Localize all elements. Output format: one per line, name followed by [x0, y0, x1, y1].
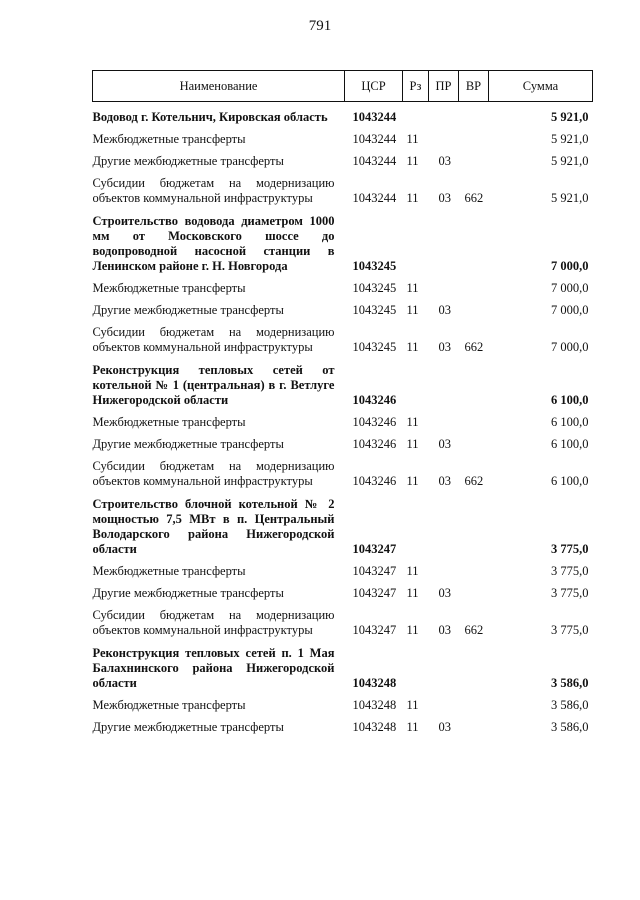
header-vr: ВР — [459, 71, 489, 102]
row-name-cell: Субсидии бюджетам на модернизацию объектов коммунальной инфраструктуры — [92, 459, 335, 488]
row-pr-cell: 03 — [438, 474, 451, 488]
group-name-cell: Реконструкция тепловых сетей п. 1 Мая Балахнинского района Нижегородской области — [92, 646, 335, 690]
row-rz-cell: 11 — [406, 437, 419, 451]
row-pr-cell — [429, 125, 459, 147]
row-rz-cell: 11 — [406, 154, 419, 168]
row-name-cell: Другие межбюджетные трансферты — [92, 437, 284, 451]
row-pr-cell: 03 — [438, 191, 451, 205]
header-rz: Рз — [403, 71, 429, 102]
group-pr-cell — [429, 355, 459, 408]
group-csr-cell: 1043244 — [352, 110, 397, 124]
table-row — [93, 318, 593, 355]
row-rz-cell: 11 — [406, 698, 419, 712]
table-row — [93, 430, 593, 452]
table-group-row — [93, 638, 593, 691]
row-name-cell: Субсидии бюджетам на модернизацию объектов коммунальной инфраструктуры — [92, 325, 335, 354]
row-pr-cell: 03 — [438, 340, 451, 354]
row-rz-cell: 11 — [406, 281, 419, 295]
header-name: Наименование — [93, 71, 345, 102]
row-rz-cell: 11 — [406, 564, 419, 578]
row-csr-cell: 1043244 — [352, 191, 397, 205]
row-csr-cell: 1043245 — [352, 281, 397, 295]
row-sum-cell: 6 100,0 — [551, 437, 589, 451]
table-row — [93, 579, 593, 601]
table-row — [93, 601, 593, 638]
row-csr-cell: 1043247 — [352, 564, 397, 578]
header-pr: ПР — [429, 71, 459, 102]
row-pr-cell — [429, 408, 459, 430]
row-vr-cell — [459, 430, 489, 452]
group-rz-cell — [403, 355, 429, 408]
row-sum-cell: 6 100,0 — [551, 474, 589, 488]
row-pr-cell: 03 — [438, 586, 451, 600]
row-sum-cell: 3 586,0 — [551, 720, 589, 734]
group-rz-cell — [403, 638, 429, 691]
row-sum-cell: 6 100,0 — [551, 415, 589, 429]
budget-table — [92, 70, 593, 735]
group-csr-cell: 1043247 — [352, 542, 397, 556]
row-pr-cell: 03 — [438, 623, 451, 637]
row-name-cell: Межбюджетные трансферты — [92, 698, 246, 712]
row-csr-cell: 1043246 — [352, 415, 397, 429]
group-pr-cell — [429, 102, 459, 126]
row-vr-cell — [459, 125, 489, 147]
table-row — [93, 169, 593, 206]
row-pr-cell: 03 — [438, 720, 451, 734]
table-row — [93, 713, 593, 735]
row-vr-cell — [459, 296, 489, 318]
group-sum-cell: 5 921,0 — [551, 110, 589, 124]
row-csr-cell: 1043247 — [352, 623, 397, 637]
table-row — [93, 147, 593, 169]
group-name-cell: Строительство блочной котельной № 2 мощностью 7,5 МВт в п. Центральный Володарского района Нижегородской области — [92, 497, 335, 556]
header-csr: ЦСР — [345, 71, 403, 102]
table-header-row — [93, 71, 593, 102]
group-rz-cell — [403, 489, 429, 557]
row-name-cell: Другие межбюджетные трансферты — [92, 303, 284, 317]
row-vr-cell — [459, 691, 489, 713]
group-pr-cell — [429, 638, 459, 691]
row-name-cell: Межбюджетные трансферты — [92, 132, 246, 146]
row-csr-cell: 1043248 — [352, 698, 397, 712]
table-row — [93, 452, 593, 489]
row-sum-cell: 3 775,0 — [551, 623, 589, 637]
group-vr-cell — [459, 102, 489, 126]
row-rz-cell: 11 — [406, 303, 419, 317]
group-sum-cell: 3 775,0 — [551, 542, 589, 556]
row-sum-cell: 5 921,0 — [551, 132, 589, 146]
row-pr-cell — [429, 691, 459, 713]
group-vr-cell — [459, 206, 489, 274]
row-pr-cell — [429, 274, 459, 296]
row-sum-cell: 5 921,0 — [551, 191, 589, 205]
row-rz-cell: 11 — [406, 132, 419, 146]
row-sum-cell: 7 000,0 — [551, 340, 589, 354]
row-pr-cell: 03 — [438, 437, 451, 451]
row-csr-cell: 1043247 — [352, 586, 397, 600]
table-group-row — [93, 355, 593, 408]
group-name-cell: Строительство водовода диаметром 1000 мм от Московского шоссе до водопроводной насосной станции в Ленинском районе г. Н. Новгорода — [92, 214, 335, 273]
group-csr-cell: 1043245 — [352, 259, 397, 273]
table-row — [93, 408, 593, 430]
row-name-cell: Межбюджетные трансферты — [92, 281, 246, 295]
group-sum-cell: 6 100,0 — [551, 393, 589, 407]
group-pr-cell — [429, 489, 459, 557]
table-row — [93, 125, 593, 147]
row-name-cell: Субсидии бюджетам на модернизацию объектов коммунальной инфраструктуры — [92, 608, 335, 637]
row-vr-cell — [459, 274, 489, 296]
row-pr-cell: 03 — [438, 154, 451, 168]
group-csr-cell: 1043246 — [352, 393, 397, 407]
group-vr-cell — [459, 638, 489, 691]
row-csr-cell: 1043244 — [352, 154, 397, 168]
row-vr-cell — [459, 579, 489, 601]
group-name-cell: Водовод г. Котельнич, Кировская область — [92, 110, 328, 124]
row-rz-cell: 11 — [406, 474, 419, 488]
row-sum-cell: 7 000,0 — [551, 303, 589, 317]
group-rz-cell — [403, 102, 429, 126]
group-pr-cell — [429, 206, 459, 274]
row-name-cell: Другие межбюджетные трансферты — [92, 720, 284, 734]
row-rz-cell: 11 — [406, 415, 419, 429]
row-csr-cell: 1043245 — [352, 340, 397, 354]
row-name-cell: Межбюджетные трансферты — [92, 564, 246, 578]
row-vr-cell — [459, 557, 489, 579]
row-name-cell: Другие межбюджетные трансферты — [92, 154, 284, 168]
row-pr-cell: 03 — [438, 303, 451, 317]
row-sum-cell: 3 775,0 — [551, 586, 589, 600]
row-csr-cell: 1043245 — [352, 303, 397, 317]
row-vr-cell — [459, 713, 489, 735]
group-vr-cell — [459, 355, 489, 408]
row-csr-cell: 1043248 — [352, 720, 397, 734]
table-body — [93, 102, 593, 736]
row-rz-cell: 11 — [406, 586, 419, 600]
table-group-row — [93, 102, 593, 126]
row-csr-cell: 1043246 — [352, 437, 397, 451]
row-vr-cell: 662 — [464, 340, 484, 354]
row-rz-cell: 11 — [406, 340, 419, 354]
row-vr-cell: 662 — [464, 623, 484, 637]
page-number: 791 — [308, 18, 332, 34]
table-group-row — [93, 206, 593, 274]
table-row — [93, 274, 593, 296]
row-sum-cell: 5 921,0 — [551, 154, 589, 168]
row-rz-cell: 11 — [406, 720, 419, 734]
row-rz-cell: 11 — [406, 623, 419, 637]
table-row — [93, 557, 593, 579]
row-csr-cell: 1043244 — [352, 132, 397, 146]
row-sum-cell: 7 000,0 — [551, 281, 589, 295]
group-sum-cell: 7 000,0 — [551, 259, 589, 273]
group-name-cell: Реконструкция тепловых сетей от котельной № 1 (центральная) в г. Ветлуге Нижегородской области — [92, 363, 335, 407]
row-csr-cell: 1043246 — [352, 474, 397, 488]
table-row — [93, 296, 593, 318]
group-rz-cell — [403, 206, 429, 274]
group-sum-cell: 3 586,0 — [551, 676, 589, 690]
row-sum-cell: 3 586,0 — [551, 698, 589, 712]
group-csr-cell: 1043248 — [352, 676, 397, 690]
row-vr-cell: 662 — [464, 474, 484, 488]
group-vr-cell — [459, 489, 489, 557]
table-row — [93, 691, 593, 713]
row-pr-cell — [429, 557, 459, 579]
row-vr-cell: 662 — [464, 191, 484, 205]
row-vr-cell — [459, 147, 489, 169]
row-name-cell: Другие межбюджетные трансферты — [92, 586, 284, 600]
row-sum-cell: 3 775,0 — [551, 564, 589, 578]
row-rz-cell: 11 — [406, 191, 419, 205]
row-name-cell: Субсидии бюджетам на модернизацию объектов коммунальной инфраструктуры — [92, 176, 335, 205]
header-sum: Сумма — [489, 71, 593, 102]
table-group-row — [93, 489, 593, 557]
row-name-cell: Межбюджетные трансферты — [92, 415, 246, 429]
row-vr-cell — [459, 408, 489, 430]
